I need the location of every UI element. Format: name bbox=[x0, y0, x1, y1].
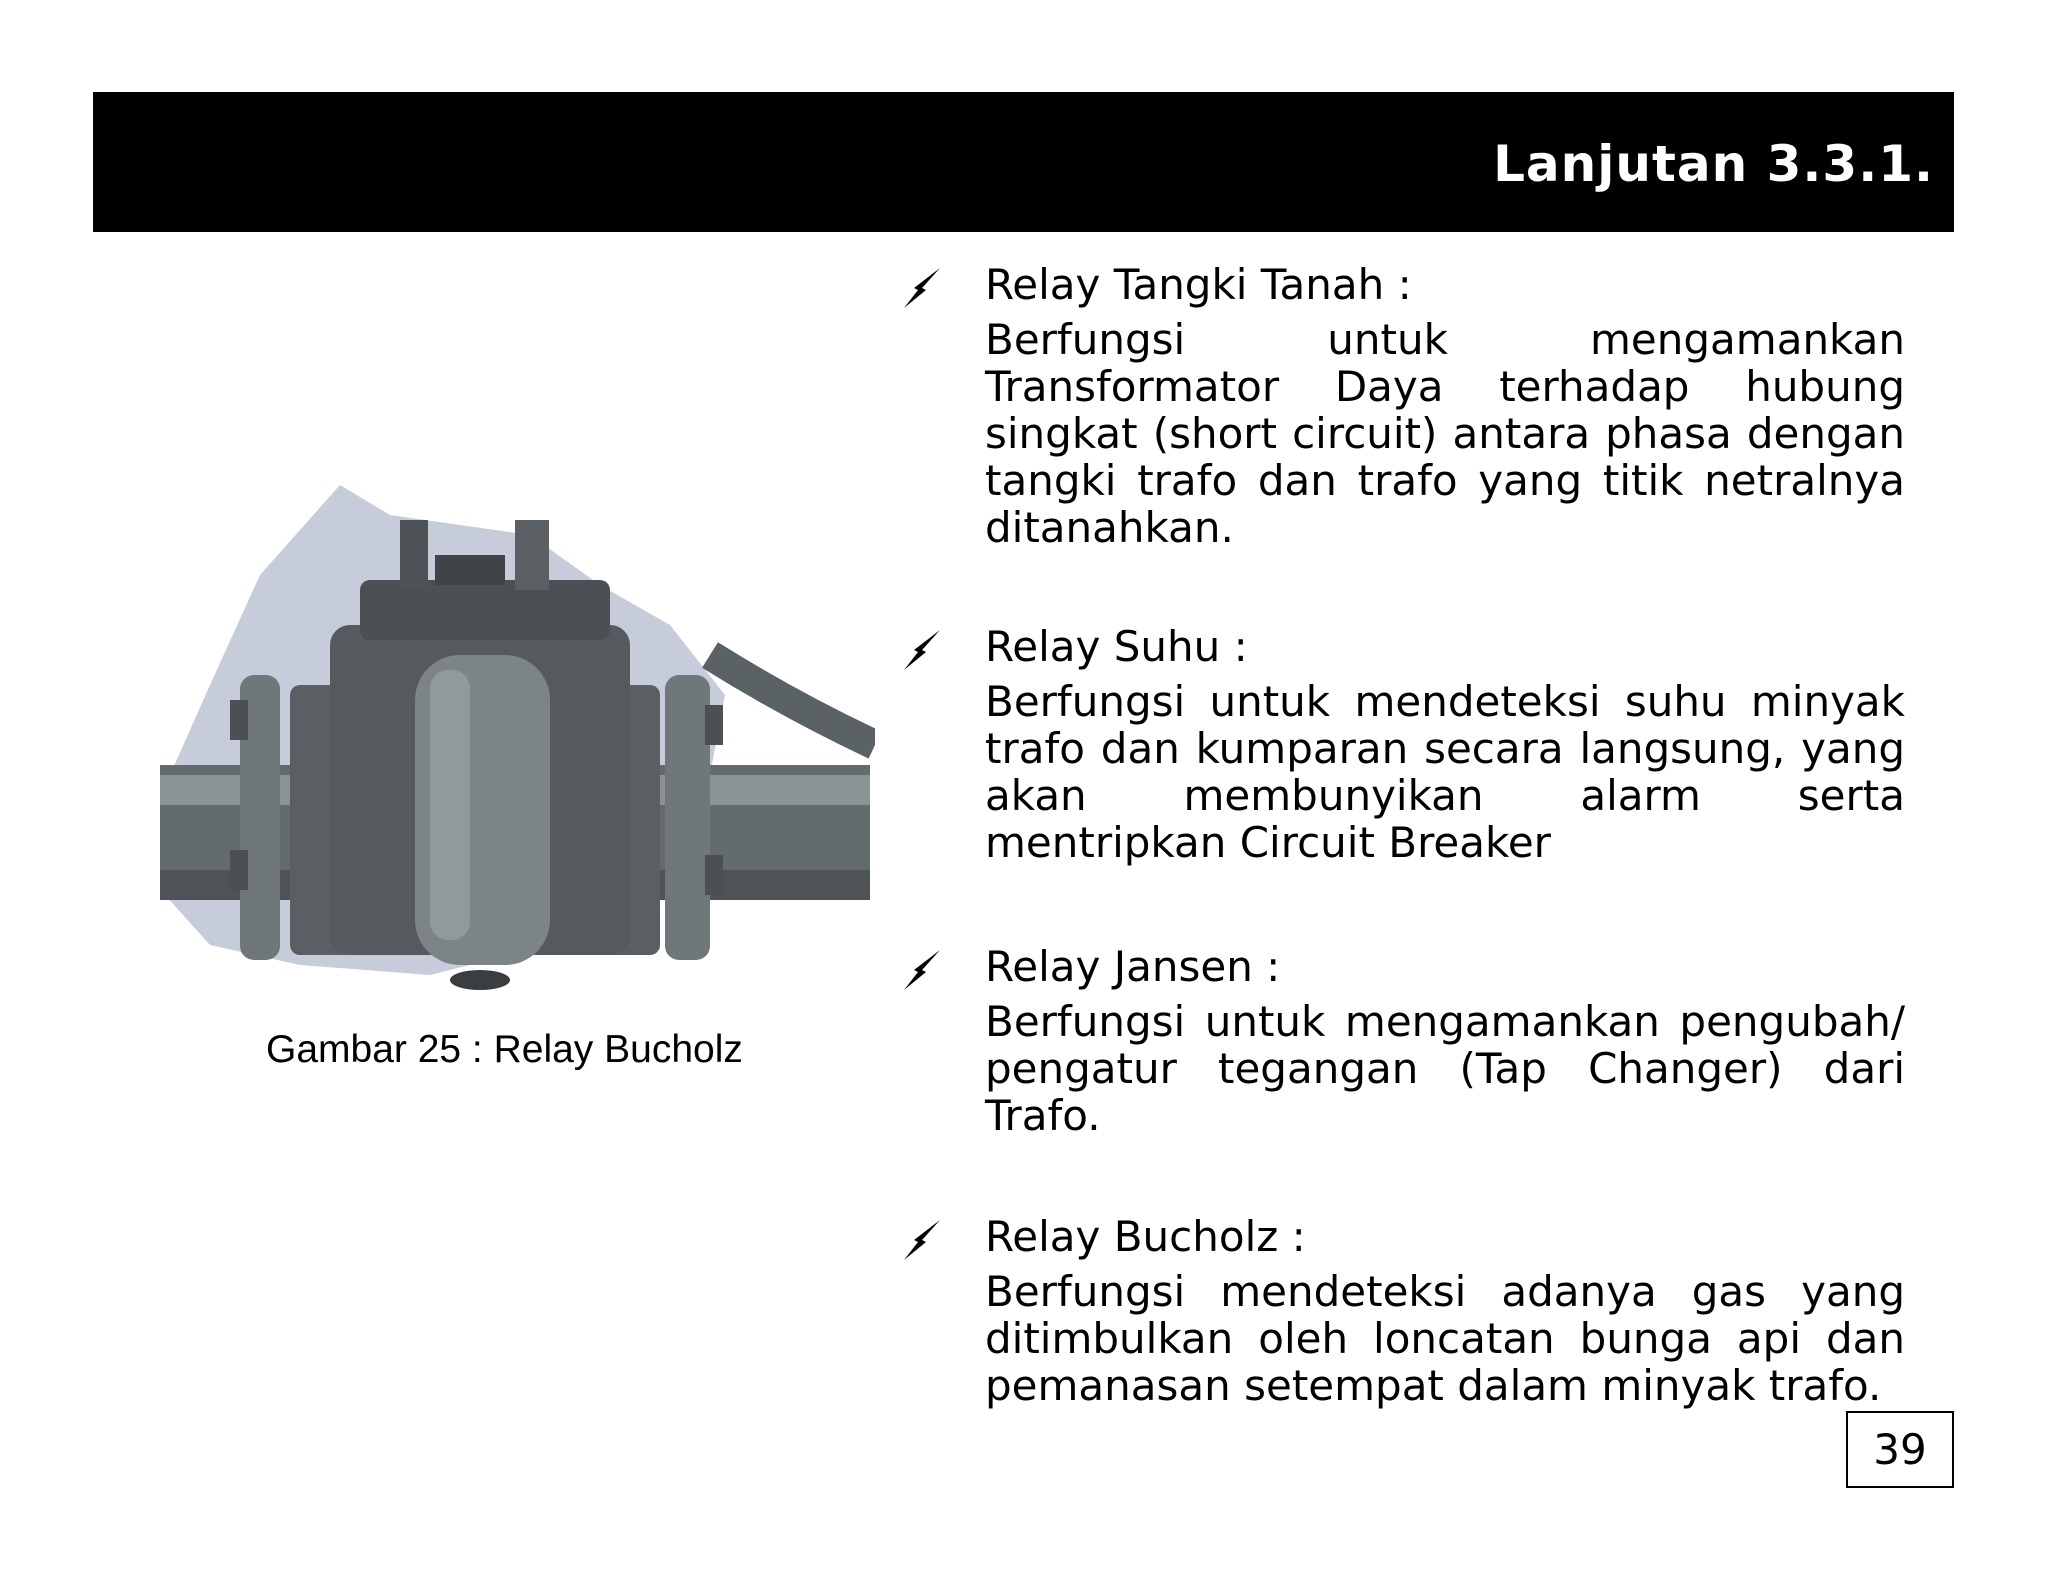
section-body: Berfungsi untuk mendeteksi suhu minyak trafo dan kumparan secara langsung, yang akan membunyikan alarm serta mentripkan Circuit Breaker bbox=[985, 677, 1905, 867]
section-body: Berfungsi untuk mengamankan pengubah/ pengatur tegangan (Tap Changer) dari Trafo. bbox=[985, 997, 1905, 1140]
section-title: Relay Bucholz : bbox=[985, 1212, 1306, 1261]
relay-bucholz-photo bbox=[150, 475, 875, 995]
section-body: Berfungsi untuk mengamankan Transformator Daya terhadap hubung singkat (short circuit) antara phasa dengan tangki trafo dan trafo yang titik netralnya ditanahkan. bbox=[985, 315, 1905, 552]
page-title: Lanjutan 3.3.1. bbox=[1493, 135, 1934, 193]
page-number: 39 bbox=[1846, 1411, 1954, 1488]
lightning-bolt-icon bbox=[900, 264, 944, 312]
header-bar bbox=[93, 92, 1954, 232]
lightning-bolt-icon bbox=[900, 946, 944, 994]
section-title: Relay Suhu : bbox=[985, 622, 1248, 671]
lightning-bolt-icon bbox=[900, 626, 944, 674]
figure-caption: Gambar 25 : Relay Bucholz bbox=[266, 1028, 743, 1071]
lightning-bolt-icon bbox=[900, 1216, 944, 1264]
section-body: Berfungsi mendeteksi adanya gas yang ditimbulkan oleh loncatan bunga api dan pemanasan setempat dalam minyak trafo. bbox=[985, 1267, 1905, 1410]
section-title: Relay Tangki Tanah : bbox=[985, 260, 1412, 309]
section-title: Relay Jansen : bbox=[985, 942, 1281, 991]
